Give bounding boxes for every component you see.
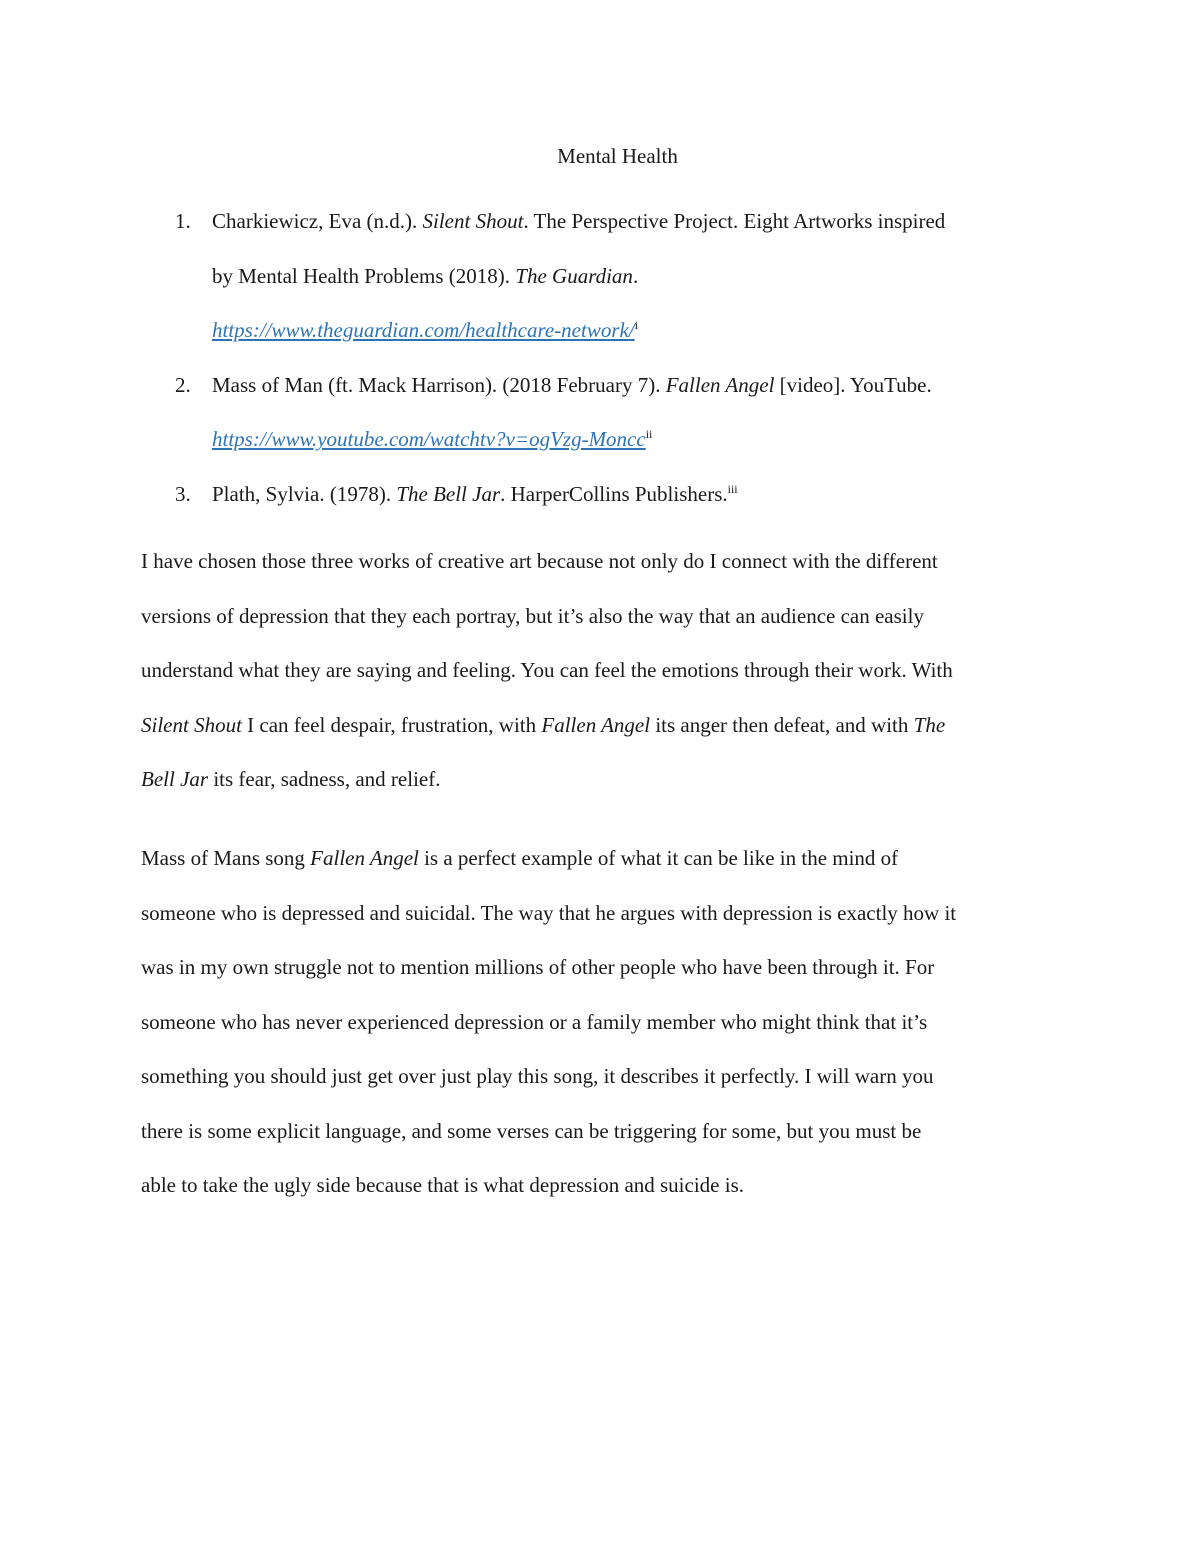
reference-text: . The Perspective Project. Eight Artworks inspired — [523, 209, 946, 233]
reference-publication: The Guardian — [515, 263, 633, 288]
reference-text: [video]. YouTube. — [774, 372, 932, 397]
paragraph-line: was in my own struggle not to mention millions of other people who have been through it. For — [141, 955, 935, 979]
endnote-marker[interactable]: iii — [727, 481, 738, 496]
reference-text: . HarperCollins Publishers. — [500, 481, 728, 506]
endnote-marker[interactable]: i — [634, 318, 639, 332]
reference-line — [212, 412, 1071, 467]
reference-work-title: Fallen Angel — [665, 372, 775, 397]
reference-link[interactable]: https://www.youtube.com/watchtv?v=ogVzg-Moncc — [212, 427, 646, 451]
paragraph-line: someone who has never experienced depression or a family member who might think that it’s — [141, 1009, 928, 1034]
reference-link[interactable]: https://www.theguardian.com/healthcare-network/ — [212, 318, 635, 342]
paragraph-text: its fear, sadness, and relief. — [208, 767, 441, 791]
reference-number: 2. — [175, 372, 191, 397]
paragraph-line: someone who is depressed and suicidal. The way that he argues with depression is exactly how it — [141, 900, 957, 925]
reference-author: Plath, Sylvia. (1978). — [212, 481, 397, 506]
reference-line — [212, 249, 1071, 304]
page-title: Mental Health — [557, 144, 678, 168]
reference-item — [141, 467, 1071, 522]
reference-item — [141, 358, 1071, 467]
work-title: Bell Jar — [141, 767, 209, 791]
reference-number: 1. — [175, 209, 191, 233]
body-paragraph — [141, 534, 1071, 807]
paragraph-line — [141, 698, 1071, 753]
paragraph-line — [141, 831, 1071, 886]
paragraph-line: able to take the ugly side because that is what depression and suicide is. — [141, 1173, 745, 1197]
paragraph-text: is a perfect example of what it can be like in the mind of — [418, 846, 899, 870]
reference-line — [212, 358, 1071, 413]
paragraph-text: its anger then defeat, and with — [650, 712, 914, 737]
reference-line — [212, 194, 1071, 249]
reference-author: Mass of Man (ft. Mack Harrison). (2018 February 7). — [212, 372, 666, 397]
reference-list — [141, 194, 1071, 521]
reference-number: 3. — [175, 481, 191, 506]
reference-work-title: Silent Shout — [422, 209, 524, 233]
reference-author: Charkiewicz, Eva (n.d.). — [212, 209, 423, 233]
paragraph-line — [141, 752, 1071, 807]
paragraph-text: I can feel despair, frustration, with — [241, 712, 542, 737]
reference-line — [212, 303, 1071, 358]
paragraph-line: there is some explicit language, and some verses can be triggering for some, but you must be — [141, 1118, 922, 1143]
paragraph-line: I have chosen those three works of creative art because not only do I connect with the different — [141, 549, 938, 573]
work-title: The — [913, 712, 946, 737]
paragraph-line: understand what they are saying and feeling. You can feel the emotions through their work. With — [141, 658, 953, 682]
reference-work-title: The Bell Jar — [396, 481, 501, 506]
paragraph-line: something you should just get over just play this song, it describes it perfectly. I will warn you — [141, 1064, 934, 1088]
endnote-marker[interactable]: ii — [645, 427, 653, 441]
reference-text: . — [632, 263, 639, 288]
body-paragraph — [141, 831, 1071, 1213]
reference-item — [141, 194, 1071, 358]
work-title: Silent Shout — [141, 712, 242, 737]
reference-line — [212, 467, 1071, 522]
paragraph-text: Mass of Mans song — [141, 846, 311, 870]
work-title: Fallen Angel — [310, 846, 419, 870]
reference-text: by Mental Health Problems (2018). — [212, 263, 516, 288]
paragraph-line: versions of depression that they each portray, but it’s also the way that an audience can easily — [141, 603, 924, 628]
work-title: Fallen Angel — [541, 712, 651, 737]
